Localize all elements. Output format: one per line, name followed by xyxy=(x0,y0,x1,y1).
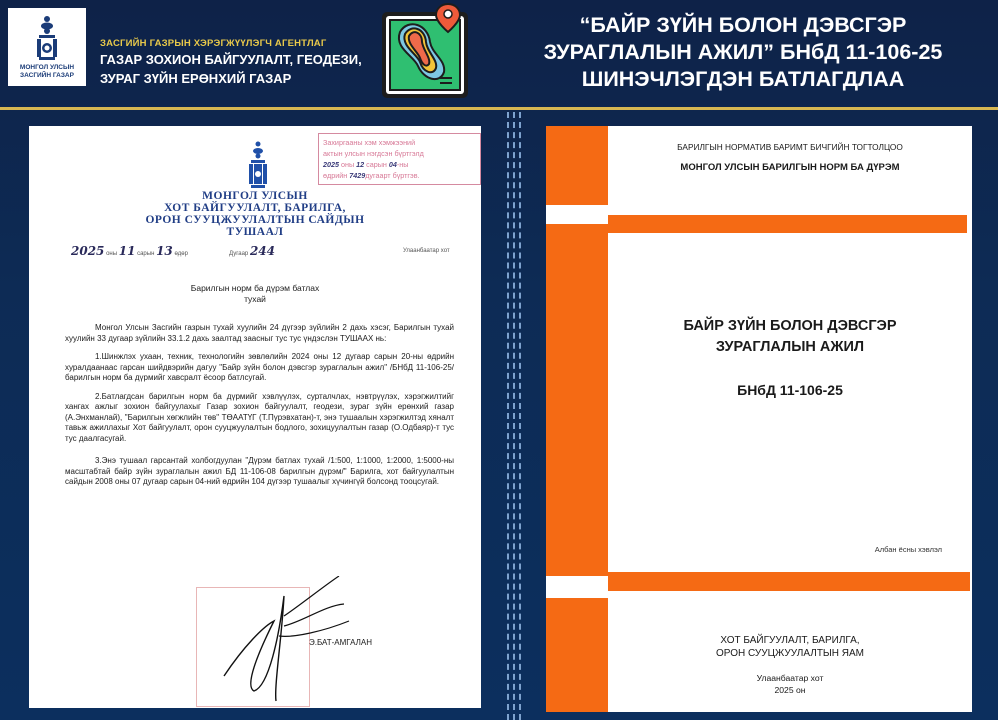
order-title-line1: Барилгын норм ба дүрэм батлах xyxy=(190,283,320,293)
dashed-divider xyxy=(519,112,521,720)
orange-block xyxy=(546,224,608,576)
cover-ministry-line2: ОРОН СУУЦЖУУЛАЛТЫН ЯАМ xyxy=(715,648,865,659)
cover-title-line1: БАЙР ЗҮЙН БОЛОН ДЭВСГЭР xyxy=(683,318,897,334)
agency-block xyxy=(100,38,362,87)
order-city: Улаанбаатар хот xyxy=(403,248,450,254)
cover-system: БАРИЛГЫН НОРМАТИВ БАРИМТ БИЧГИЙН ТОГТОЛЦОО xyxy=(677,142,903,152)
stamp-line2: актын улсын нэгдсэн бүртгэлд xyxy=(323,149,424,158)
cover-year: 2025 он xyxy=(774,685,806,695)
orange-block xyxy=(546,598,608,712)
headline-line1: “БАЙР ЗҮЙН БОЛОН ДЭВСГЭР xyxy=(579,13,907,37)
orange-bar xyxy=(608,572,970,591)
agency-subtitle: ЗАСГИЙН ГАЗРЫН ХЭРЭГЖҮҮЛЭГЧ АГЕНТЛАГ xyxy=(100,38,327,49)
cover-code: БНбД 11-106-25 xyxy=(737,382,843,398)
ministry-line1: МОНГОЛ УЛСЫН xyxy=(202,190,308,202)
gold-divider xyxy=(0,107,998,110)
logo-caption xyxy=(20,64,74,80)
state-emblem-icon xyxy=(248,141,268,189)
cover-title-line2: ЗУРАГЛАЛЫН АЖИЛ xyxy=(715,339,865,355)
stamp-reg-suffix: дугаарт бүртгэв. xyxy=(365,171,420,180)
order-title xyxy=(29,283,481,305)
stamp-day-prefix: өдрийн xyxy=(323,171,348,180)
order-year-label: оны xyxy=(106,251,118,257)
order-day: 13 xyxy=(156,244,173,258)
cover-city: Улаанбаатар хот xyxy=(756,673,824,683)
order-preamble: Монгол Улсын Засгийн газрын тухай хуулийн 24 дүгээр зүйлийн 2 дахь хэсэг, Барилгын тухай хуулийн 33 дугаар зүйлийн 33.1.2 дахь заалтад заасныг тус тус үндэслэн ТУШААХ нь: xyxy=(65,323,454,343)
logo-caption-line2: ЗАСГИЙН ГАЗАР xyxy=(20,72,74,79)
stamp-month-suffix: сарын xyxy=(366,160,387,169)
soyombo-emblem-icon xyxy=(34,15,60,61)
dashed-divider xyxy=(513,112,515,720)
cover-city-year xyxy=(608,672,972,696)
government-logo xyxy=(8,8,86,86)
order-body xyxy=(65,323,454,496)
headline-line3: ШИНЭЧЛЭГДЭН БАТЛАГДЛАА xyxy=(581,67,905,91)
order-date xyxy=(71,244,188,258)
building-norm-cover xyxy=(546,126,972,712)
order-clause-2: 2.Батлагдсан барилгын норм ба дүрмийг хэвлүүлэх, сурталчлах, нэвтрүүлэх, хэрэгжилтийг хангах ажлыг зохион байгуулахыг Газар зохион байгуулалт, геодези, зураг зүйн ерөнхий газар (А.Энхманлай), "Барилгын хөгжлийн төв" ТӨААТҮГ (Т.Пүрэвхатан)-т, энэ тушаалын хэрэгжилтэд хяналт тавьж ажиллахыг Хот байгуулалт, орон сууцжуулалтын бодлого, зохицуулалтын газар (О.Одбаяр)-т тус тус даалгасугай. xyxy=(65,391,454,443)
order-number-value: 244 xyxy=(249,244,275,258)
ministry-line3: ОРОН СУУЦЖУУЛАЛТЫН САЙДЫН xyxy=(145,214,365,226)
order-clause-1: 1.Шинжлэх ухаан, техник, технологийн зөвлөлийн 2024 оны 12 дугаар сарын 20-ны өдрийн хуралдаанаас гарсан шийдвэрийн дагуу "Байр зүйн болон дэвсгэр зураглалын ажил" /БНбД 11-106-25/ барилгын норм ба дүрмийг хавсралт ёсоор батлсугай. xyxy=(65,352,454,382)
dashed-divider xyxy=(507,112,509,720)
cover-official-label: Албан ёсны хэвлэл xyxy=(874,545,942,554)
ministry-heading xyxy=(29,190,481,238)
headline xyxy=(508,12,978,93)
registration-stamp xyxy=(318,133,481,185)
stamp-date-line xyxy=(323,159,476,170)
ministry-line2: ХОТ БАЙГУУЛАЛТ, БАРИЛГА, xyxy=(164,202,346,214)
stamp-year-suffix: оны xyxy=(341,160,355,169)
stamp-day: 04 xyxy=(388,160,397,169)
order-clause-3: 3.Энэ тушаал гарсантай холбогдуулан "Дүрэм батлах тухай /1:500, 1:1000, 1:2000, 1:5000-ны масштабтай байр зүйн зураглалын ажил БД 11-106-08 барилгын дүрэм/" Барилга, хот байгуулалтын сайдын 2008 оны 07 дугаар сарын 04-ний өдрийн 104 дүгээр тушаалыг хүчингүй болсонд тооцсугай. xyxy=(65,456,454,486)
agency-name-line2: ЗУРАГ ЗҮЙН ЕРӨНХИЙ ГАЗАР xyxy=(100,71,292,86)
order-number xyxy=(229,244,275,258)
stamp-month: 12 xyxy=(356,160,365,169)
orange-block xyxy=(546,126,608,205)
cover-norm-heading: МОНГОЛ УЛСЫН БАРИЛГЫН НОРМ БА ДҮРЭМ xyxy=(680,162,900,173)
headline-line2: ЗУРАГЛАЛЫН АЖИЛ” БНбД 11-106-25 xyxy=(543,40,943,64)
stamp-number-line xyxy=(323,170,476,181)
stamp-day-suffix: -ны xyxy=(396,160,409,169)
ministerial-order-document xyxy=(29,126,481,708)
agency-name-line1: ГАЗАР ЗОХИОН БАЙГУУЛАЛТ, ГЕОДЕЗИ, xyxy=(100,52,362,67)
order-month: 11 xyxy=(118,244,136,258)
cover-title xyxy=(608,316,972,358)
cover-ministry-line1: ХОТ БАЙГУУЛАЛТ, БАРИЛГА, xyxy=(720,635,860,646)
order-day-label: өдөр xyxy=(174,251,188,257)
order-year: 2025 xyxy=(71,244,105,258)
cover-ministry xyxy=(608,634,972,660)
order-title-line2: тухай xyxy=(244,294,266,304)
order-meta-row xyxy=(29,244,481,264)
signer-name: Э.БАТ-АМГАЛАН xyxy=(309,638,372,647)
orange-bar xyxy=(608,215,967,233)
topographic-map-pin-icon xyxy=(378,2,472,104)
stamp-line1: Захиргааны хэм хэмжээний xyxy=(323,138,416,147)
ministry-line4: ТУШААЛ xyxy=(226,226,284,238)
order-number-label: Дугаар xyxy=(229,251,249,257)
order-month-label: сарын xyxy=(137,251,155,257)
stamp-year: 2025 xyxy=(323,160,339,169)
header-banner xyxy=(0,0,998,108)
logo-caption-line1: МОНГОЛ УЛСЫН xyxy=(19,64,75,71)
stamp-reg-number: 7429 xyxy=(349,171,366,180)
